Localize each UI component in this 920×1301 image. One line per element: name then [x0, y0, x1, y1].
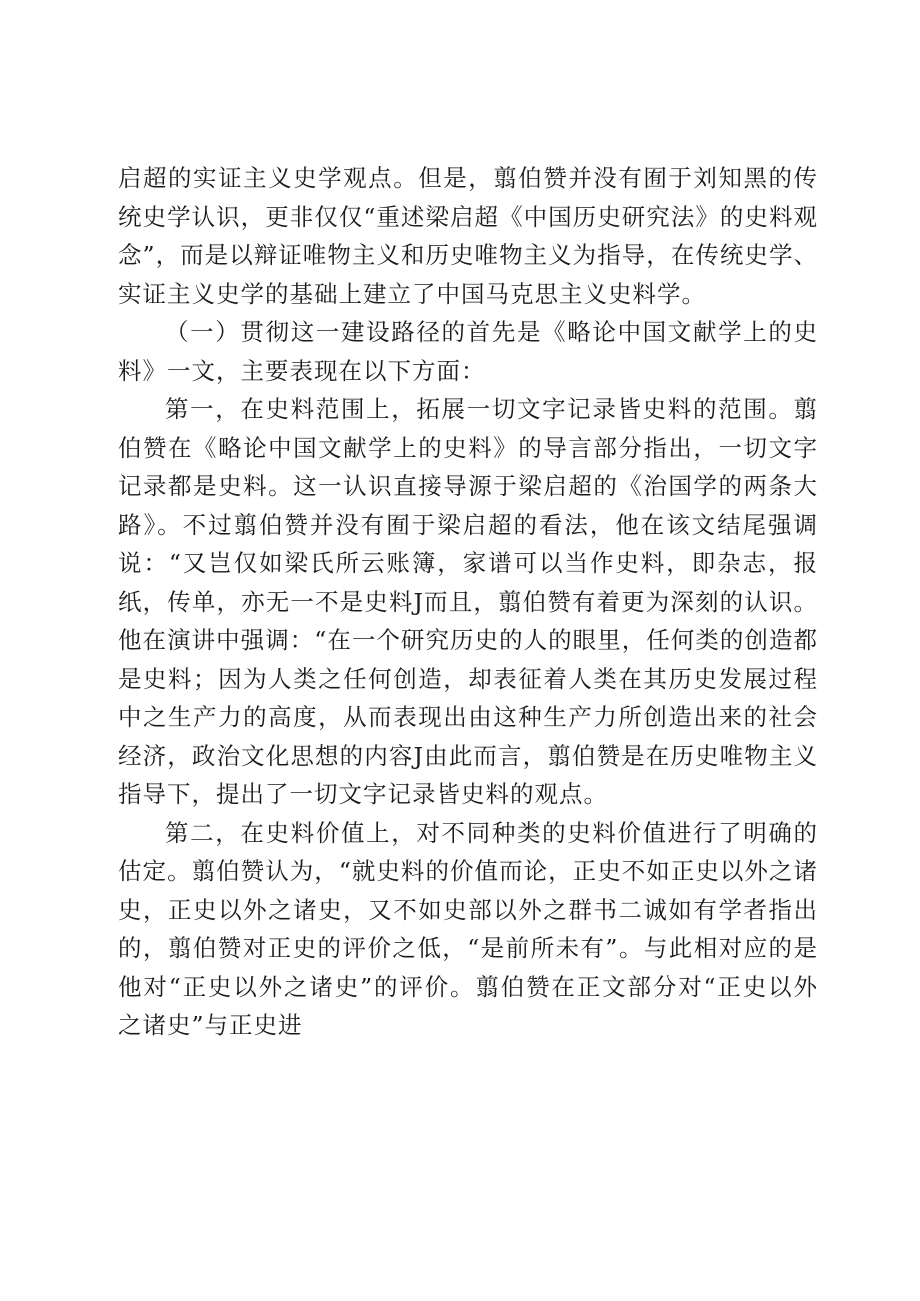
- paragraph-first-point: 第一，在史料范围上，拓展一切文字记录皆史料的范围。翦伯赞在《略论中国文献学上的史料》的导言部分指出，一切文字记录都是史料。这一认识直接导源于梁启超的《治国学的两条大路》。不过翦伯赞并没有囿于梁启超的看法，他在该文结尾强调说：“又岂仅如梁氏所云账簿，家谱可以当作史料，即杂志，报纸，传单，亦无一不是史料J而且，翦伯赞有着更为深刻的认识。他在演讲中强调：“在一个研究历史的人的眼里，任何类的创造都是史料；因为人类之任何创造，却表征着人类在其历史发展过程中之生产力的高度，从而表现出由这种生产力所创造出来的社会经济，政治文化思想的内容J由此而言，翦伯赞是在历史唯物主义指导下，提出了一切文字记录皆史料的观点。: [118, 395, 818, 808]
- paragraph-section-heading: （一）贯彻这一建设路径的首先是《略论中国文献学上的史料》一文，主要表现在以下方面：: [118, 318, 818, 385]
- body-text: [118, 159, 818, 1045]
- paragraph-second-point: 第二，在史料价值上，对不同种类的史料价值进行了明确的估定。翦伯赞认为，“就史料的价值而论，正史不如正史以外之诸史，正史以外之诸史，又不如史部以外之群书二诚如有学者指出的，翦伯赞对正史的评价之低，“是前所未有”。与此相对应的是他对“正史以外之诸史”的评价。翦伯赞在正文部分对“正史以外之诸史”与正史进: [118, 818, 818, 1039]
- paragraph-continuation: 启超的实证主义史学观点。但是，翦伯赞并没有囿于刘知黑的传统史学认识，更非仅仅“重述梁启超《中国历史研究法》的史料观念”，而是以辩证唯物主义和历史唯物主义为指导，在传统史学、实证主义史学的基础上建立了中国马克思主义史料学。: [118, 164, 818, 308]
